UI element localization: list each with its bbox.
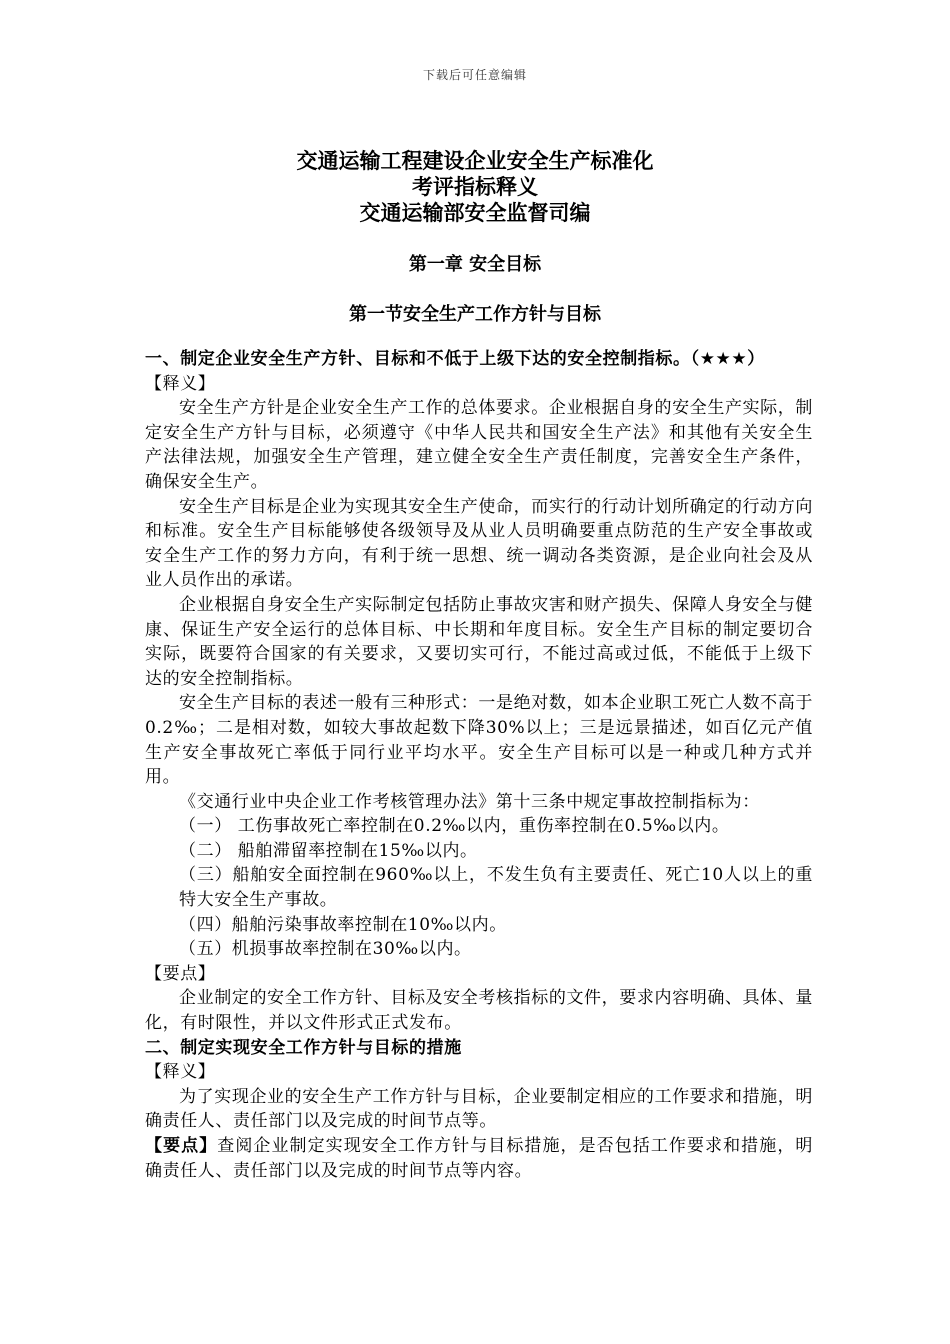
document-title [0, 148, 950, 226]
list-item: （一） 工伤事故死亡率控制在0.2‰以内，重伤率控制在0.5‰以内。 [179, 816, 730, 837]
part2-heading: 二、制定实现安全工作方针与目标的措施 [145, 1037, 462, 1058]
section-heading: 第一节安全生产工作方针与目标 [349, 304, 601, 325]
part2-yaodian [145, 1134, 813, 1183]
part1-paragraph: 企业根据自身安全生产实际制定包括防止事故灾害和财产损失、保障人身安全与健康、保证生产安全运行的总体目标、中长期和年度目标。安全生产目标的制定要切合实际，既要符合国家的有关要求，又要切实可行，不能过高或过低，不能低于上级下达的安全控制指标。 [145, 594, 813, 689]
part1-heading: 一、制定企业安全生产方针、目标和不低于上级下达的安全控制指标。（★★★） [145, 349, 765, 369]
part1-paragraph: 安全生产目标的表述一般有三种形式：一是绝对数，如本企业职工死亡人数不高于0.2‰；二是相对数，如较大事故起数下降30%以上；三是远景描述，如百亿元产值生产安全事故死亡率低于同行业平均水平。安全生产目标可以是一种或几种方式并用。 [145, 693, 813, 788]
part1-shiyi-label: 【释义】 [145, 373, 216, 394]
part1-paragraph: 《交通行业中央企业工作考核管理办法》第十三条中规定事故控制指标为： [179, 791, 760, 812]
list-item: （四）船舶污染事故率控制在10‰以内。 [179, 914, 507, 935]
list-item: （五）机损事故率控制在30‰以内。 [179, 939, 472, 960]
list-item: （三）船舶安全面控制在960‰以上，不发生负有主要责任、死亡10人以上的重特大安全生产事故。 [179, 865, 813, 911]
part1-paragraph: 安全生产目标是企业为实现其安全生产使命，而实行的行动计划所确定的行动方向和标准。安全生产目标能够使各级领导及从业人员明确要重点防范的生产安全事故或安全生产工作的努力方向，有利于统一思想、统一调动各类资源，是企业向社会及从业人员作出的承诺。 [145, 496, 813, 591]
document-body [145, 347, 813, 1183]
list-item: （二） 船舶滞留率控制在15‰以内。 [179, 840, 478, 861]
title-line-3: 交通运输部安全监督司编 [359, 201, 591, 225]
part1-yaodian-label: 【要点】 [145, 963, 216, 984]
part1-yaodian-text: 企业制定的安全工作方针、目标及安全考核指标的文件，要求内容明确、具体、量化，有时限性，并以文件形式正式发布。 [145, 988, 813, 1034]
part2-yaodian-label: 【要点】 [145, 1136, 218, 1156]
header-note: 下载后可任意编辑 [422, 68, 527, 82]
part1-paragraph: 安全生产方针是企业安全生产工作的总体要求。企业根据自身的安全生产实际，制定安全生产方针与目标，必须遵守《中华人民共和国安全生产法》和其他有关安全生产法律法规，加强安全生产管理，建立健全安全生产责任制度，完善安全生产条件，确保安全生产。 [145, 398, 813, 492]
title-line-2: 考评指标释义 [412, 175, 538, 199]
part2-shiyi-text: 为了实现企业的安全生产工作方针与目标，企业要制定相应的工作要求和措施，明确责任人、责任部门以及完成的时间节点等。 [145, 1086, 813, 1132]
chapter-heading: 第一章 安全目标 [408, 254, 542, 275]
title-line-1: 交通运输工程建设企业安全生产标准化 [296, 149, 654, 173]
part2-shiyi-label: 【释义】 [145, 1062, 216, 1083]
part2-yaodian-text: 查阅企业制定实现安全工作方针与目标措施，是否包括工作要求和措施，明确责任人、责任部门以及完成的时间节点等内容。 [145, 1136, 813, 1181]
